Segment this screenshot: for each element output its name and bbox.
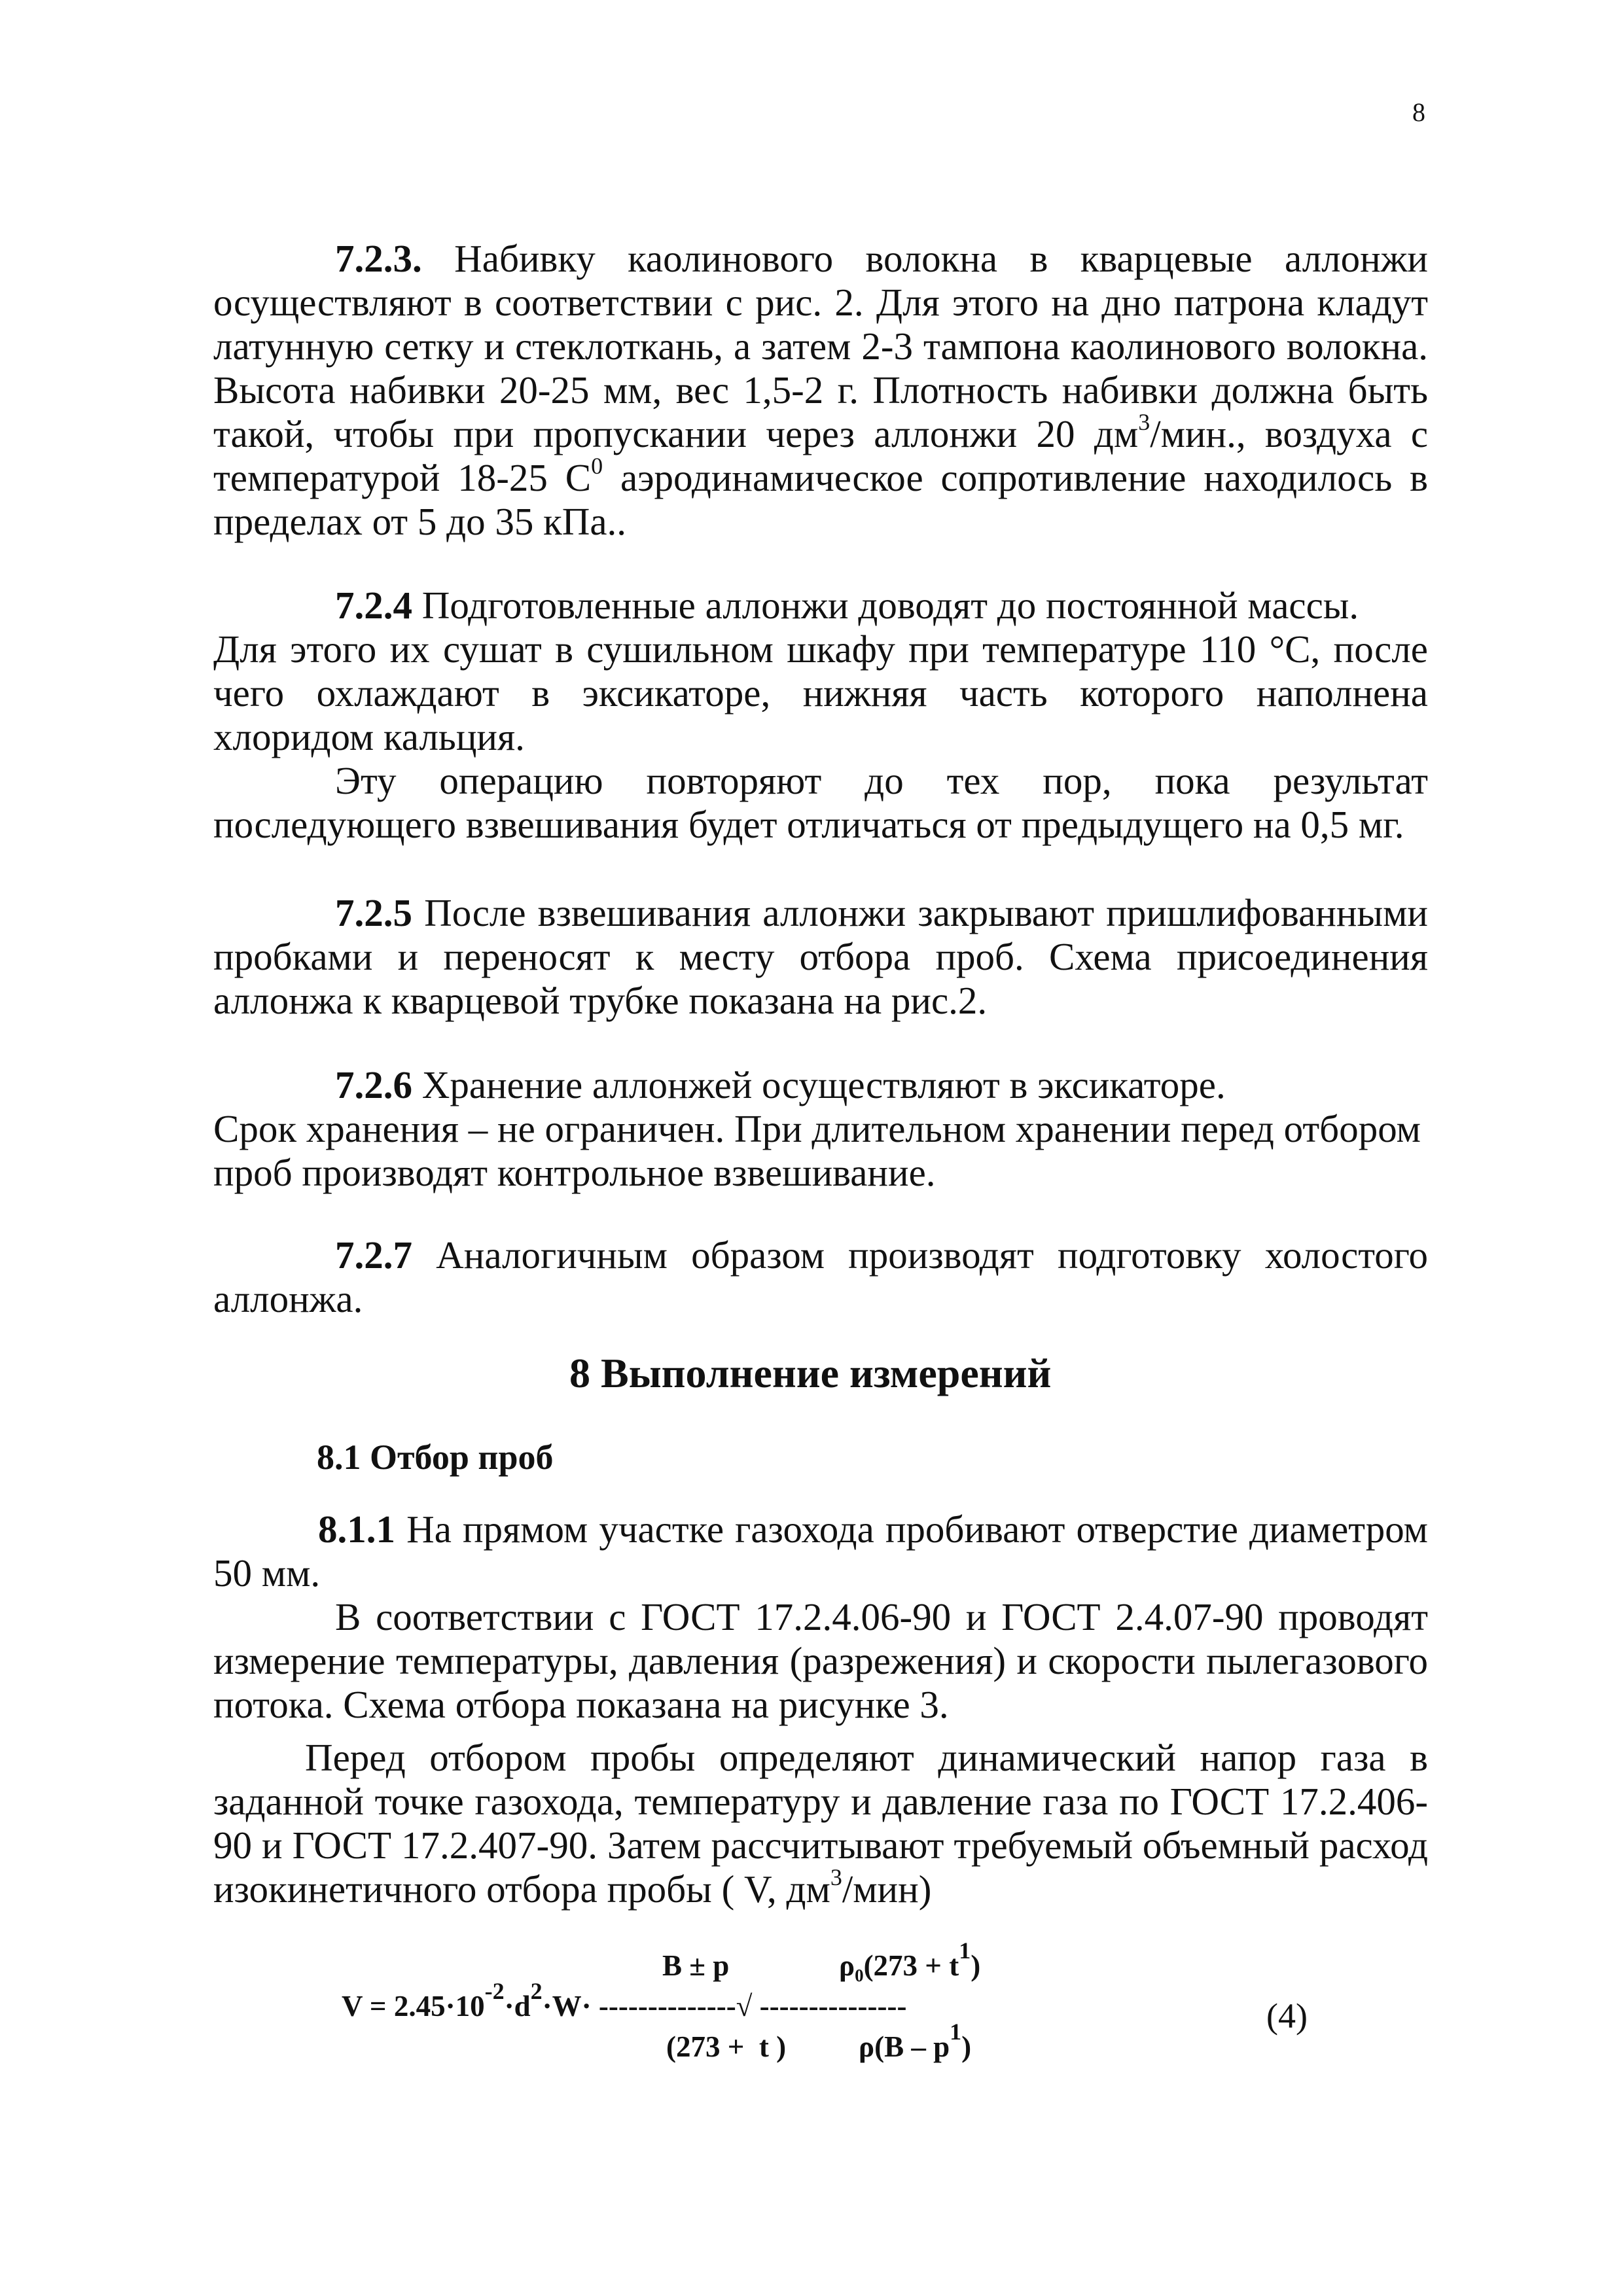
superscript: 0: [591, 453, 603, 479]
paragraph-text: В соответствии с ГОСТ 17.2.4.06-90 и ГОСТ 2.4.07-90 проводят измерение температуры, давления (разрежения) и скорости пылегазового потока. Схема отбора показана на рисунке 3.: [213, 1595, 1428, 1726]
formula-text: ): [971, 1949, 981, 1982]
paragraph-title: Подготовленные аллонжи доводят до постоянной массы.: [412, 584, 1359, 627]
paragraph-text: Для этого их сушат в сушильном шкафу при температуре 110 °С, после чего охлаждают в эксикаторе, нижняя часть которого наполнена хлоридом кальция.: [213, 627, 1428, 758]
superscript: 1: [959, 1937, 971, 1964]
section-number: 7.2.4: [335, 584, 412, 627]
paragraph-text: Перед отбором пробы определяют динамический напор газа в заданной точке газохода, температуру и давление газа по ГОСТ 17.2.406-90 и ГОСТ 17.2.407-90. Затем рассчитывают требуемый объемный расход изокинетичного отбора пробы ( V, дм: [213, 1736, 1428, 1911]
section-number: 7.2.5: [335, 891, 412, 934]
formula-denominator-1: (273 + t ): [666, 2030, 787, 2063]
section-number: 7.2.3.: [335, 237, 422, 280]
formula-text: V = 2.45·10: [342, 1990, 485, 2022]
paragraph-text: На прямом участке газохода пробивают отверстие диаметром 50 мм.: [213, 1508, 1428, 1595]
page-number: 8: [1412, 97, 1425, 127]
paragraph-text: Набивку каолинового волокна в кварцевые аллонжи осуществляют в соответствии с рис. 2. Для этого на дно патрона кладут латунную сетку и стеклоткань, а затем 2-3 тампона каолинового волокна. Высота набивки 20-25 мм, вес 1,5-2 г. Плотность набивки должна быть такой, чтобы при пропускании через аллонжи 20 дм: [213, 237, 1428, 455]
formula-numerator-2: [839, 1937, 981, 1983]
formula-text: ·d: [504, 1990, 531, 2022]
paragraph-7-2-5: [213, 891, 1428, 1023]
paragraph-text: Аналогичным образом производят подготовку холостого аллонжа.: [213, 1233, 1428, 1320]
equation-number: (4): [1266, 1996, 1308, 2036]
paragraph-7-2-7: [213, 1233, 1428, 1321]
superscript: 3: [1138, 409, 1150, 435]
formula-text: ρ(B – p: [859, 2030, 950, 2063]
formula-text: ): [961, 2030, 972, 2063]
superscript: 1: [950, 2019, 962, 2045]
paragraph-8-1-1: [213, 1508, 1428, 1911]
superscript: 3: [830, 1864, 842, 1890]
paragraph-text: После взвешивания аллонжи закрывают пришлифованными пробками и переносят к месту отбора проб. Схема присоединения аллонжа к кварцевой трубке показана на рис.2.: [213, 891, 1428, 1022]
formula-numerator-1: B ± p: [662, 1949, 730, 1982]
superscript: 2: [530, 1978, 543, 2004]
paragraph-text: /мин., воздуха с температурой 18-25 С: [213, 412, 1429, 499]
section-number: 8.1.1: [318, 1508, 395, 1551]
formula-text: ·W· --------------√ ---------------: [542, 1990, 907, 2022]
section-number: 7.2.6: [335, 1063, 412, 1106]
paragraph-text: Срок хранения – не ограничен. При длительном хранении перед отбором проб производят контрольное взвешивание.: [213, 1107, 1421, 1194]
paragraph-text: аэродинамическое сопротивление находилось в пределах от 5 до 35 кПа..: [213, 456, 1429, 543]
formula-denominator-2: [859, 2019, 972, 2064]
subsection-heading: 8.1 Отбор проб: [317, 1438, 554, 1477]
paragraph-7-2-6: [213, 1063, 1428, 1195]
paragraph-text: Эту операцию повторяют до тех пор, пока результат последующего взвешивания будет отличаться от предыдущего на 0,5 мг.: [213, 759, 1428, 846]
section-number: 7.2.7: [335, 1233, 412, 1277]
formula-main: [342, 1978, 907, 2023]
formula-text: ρ₀(273 + t: [839, 1949, 959, 1982]
section-heading: 8 Выполнение измерений: [569, 1350, 1052, 1396]
superscript: -2: [484, 1978, 505, 2004]
paragraph-7-2-4: [213, 584, 1428, 847]
paragraph-text: /мин): [842, 1867, 932, 1911]
paragraph-title: Хранение аллонжей осуществляют в эксикаторе.: [412, 1063, 1226, 1106]
paragraph-7-2-3: [213, 237, 1428, 544]
